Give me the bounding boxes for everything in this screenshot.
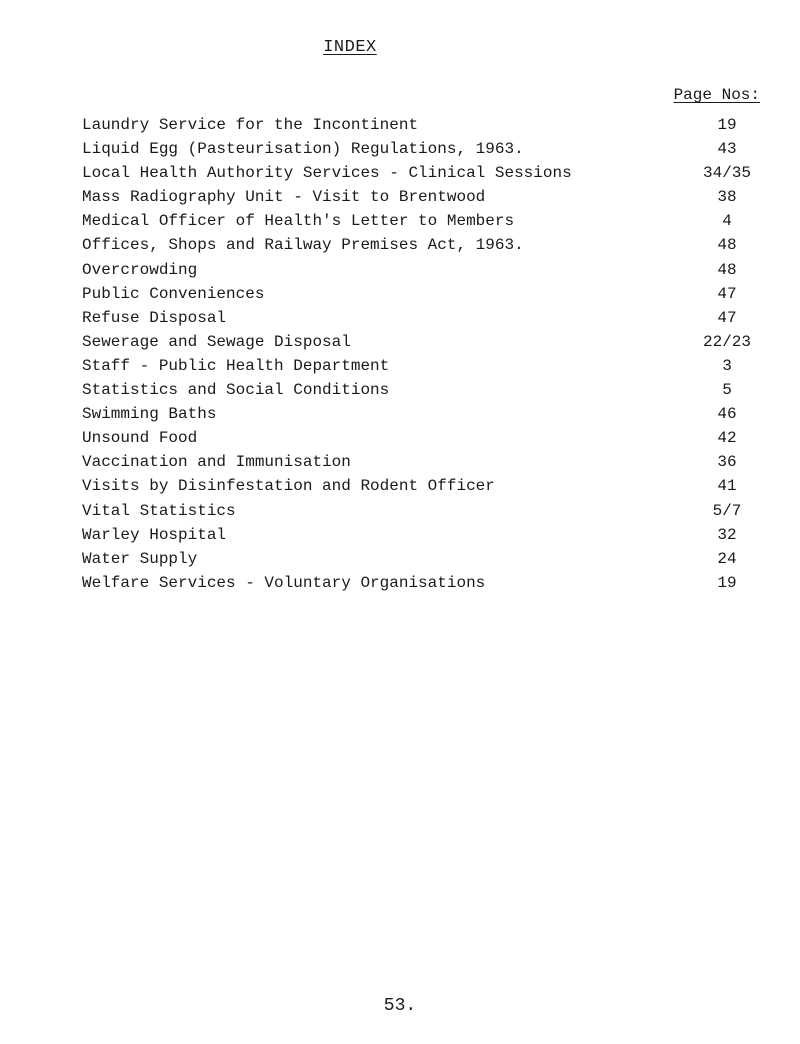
entry-text: Public Conveniences xyxy=(82,284,265,303)
index-entry xyxy=(82,525,772,549)
index-entry xyxy=(82,573,772,597)
entry-text: Welfare Services - Voluntary Organisations xyxy=(82,573,486,592)
entry-text: Statistics and Social Conditions xyxy=(82,381,390,400)
entry-page-number: 24 xyxy=(717,549,737,568)
entry-page-number: 5/7 xyxy=(712,501,742,520)
entry-page-number: 41 xyxy=(717,477,737,496)
entry-text: Mass Radiography Unit - Visit to Brentwood xyxy=(82,188,486,207)
entry-text: Local Health Authority Services - Clinical Sessions xyxy=(82,164,572,183)
entry-page-number: 34/35 xyxy=(702,164,751,183)
entry-text: Sewerage and Sewage Disposal xyxy=(82,332,351,351)
entry-text: Unsound Food xyxy=(82,429,198,448)
entry-page-number: 19 xyxy=(717,116,737,134)
entry-page-number: 22/23 xyxy=(702,332,751,351)
entry-page-number: 47 xyxy=(717,308,737,327)
entry-page-number: 48 xyxy=(717,260,737,279)
entry-page-number: 19 xyxy=(717,573,737,592)
index-entry xyxy=(82,139,772,163)
entry-text: Vaccination and Immunisation xyxy=(82,453,351,472)
entry-text: Visits by Disinfestation and Rodent Officer xyxy=(82,477,495,496)
entry-text: Warley Hospital xyxy=(82,525,227,544)
index-entry xyxy=(82,211,772,235)
footer-page-number: 53. xyxy=(383,996,417,1016)
index-entry xyxy=(82,115,772,139)
entry-text: Liquid Egg (Pasteurisation) Regulations, 1963. xyxy=(82,140,524,159)
index-entry xyxy=(82,163,772,187)
entry-text: Water Supply xyxy=(82,549,198,568)
entry-page-number: 36 xyxy=(717,453,737,472)
entry-text: Laundry Service for the Incontinent xyxy=(82,116,419,134)
entry-page-number: 48 xyxy=(717,236,737,255)
entry-text: Swimming Baths xyxy=(82,405,217,424)
index-entry xyxy=(82,549,772,573)
index-entry xyxy=(82,452,772,476)
entry-page-number: 4 xyxy=(722,212,732,231)
index-entry xyxy=(82,380,772,404)
entry-text: Overcrowding xyxy=(82,260,198,279)
entry-text: Medical Officer of Health's Letter to Members xyxy=(82,212,515,231)
entry-text: Staff - Public Health Department xyxy=(82,356,390,375)
entry-text: Refuse Disposal xyxy=(82,308,227,327)
index-entry xyxy=(82,476,772,500)
index-entry xyxy=(82,428,772,452)
index-entry xyxy=(82,356,772,380)
entry-page-number: 47 xyxy=(717,284,737,303)
index-entry xyxy=(82,260,772,284)
entry-text: Offices, Shops and Railway Premises Act, 1963. xyxy=(82,236,524,255)
index-entry xyxy=(82,308,772,332)
entry-page-number: 42 xyxy=(717,429,737,448)
index-list xyxy=(82,115,772,597)
entry-page-number: 5 xyxy=(722,381,732,400)
entry-page-number: 32 xyxy=(717,525,737,544)
index-entry xyxy=(82,187,772,211)
index-entry xyxy=(82,235,772,259)
entry-page-number: 46 xyxy=(717,405,737,424)
index-entry xyxy=(82,284,772,308)
entry-page-number: 38 xyxy=(717,188,737,207)
entry-text: Vital Statistics xyxy=(82,501,236,520)
entry-page-number: 3 xyxy=(722,356,732,375)
index-entry xyxy=(82,404,772,428)
index-entry xyxy=(82,332,772,356)
index-entry xyxy=(82,501,772,525)
page-nos-header: Page Nos: xyxy=(673,86,760,104)
entry-page-number: 43 xyxy=(717,140,737,159)
page-title: INDEX xyxy=(323,38,377,57)
